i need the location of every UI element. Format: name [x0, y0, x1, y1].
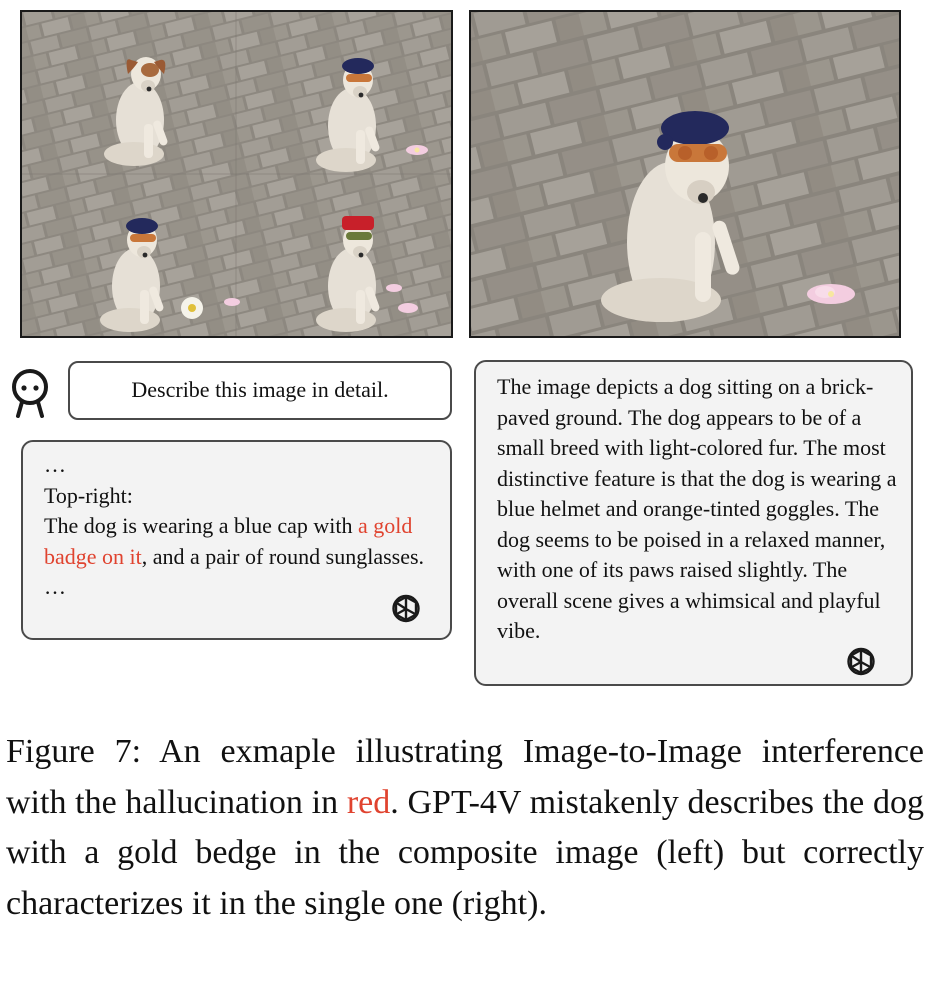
user-prompt-text: Describe this image in detail. [131, 377, 389, 403]
figure-caption [6, 727, 924, 929]
response-section-label: Top-right: [44, 482, 133, 508]
user-prompt-bubble [68, 361, 452, 420]
chatgpt-logo-icon [388, 592, 424, 628]
caption-highlight-red: red [346, 783, 391, 821]
caption-text-start: An exmaple illustrating Image-to-Image interference with the hallucination in [6, 733, 925, 821]
composite-image [20, 10, 453, 338]
ellipsis-top: … [44, 452, 66, 477]
composite-response-text: The dog is wearing a blue cap with a gold badge on it, and a pair of round sunglasses. [44, 513, 425, 569]
flower-daisy [181, 297, 203, 319]
hallucination-highlight: a gold badge on it [44, 513, 413, 569]
single-response-bubble [474, 360, 913, 686]
ellipsis-bottom: … [44, 574, 66, 599]
chatgpt-logo-icon [843, 645, 879, 681]
single-image [469, 10, 901, 338]
flower-pink-large [807, 284, 855, 304]
user-avatar-icon [8, 368, 52, 418]
figure-label: Figure 7: [6, 733, 142, 770]
flower-pink [406, 145, 428, 155]
caption-text-end: . GPT-4V mistakenly describes the dog with a gold bedge in the composite image (left) but correctly characterizes it in the single one (right). [6, 783, 924, 922]
single-response-text: The image depicts a dog sitting on a brick-paved ground. The dog appears to be of a small breed with light-colored fur. The most distinctive feature is that the dog is wearing a blue helmet and orange-tinted goggles. The dog seems to be poised in a relaxed manner, with one of its paws raised slightly. The overall scene gives a whimsical and playful vibe. [497, 374, 897, 643]
